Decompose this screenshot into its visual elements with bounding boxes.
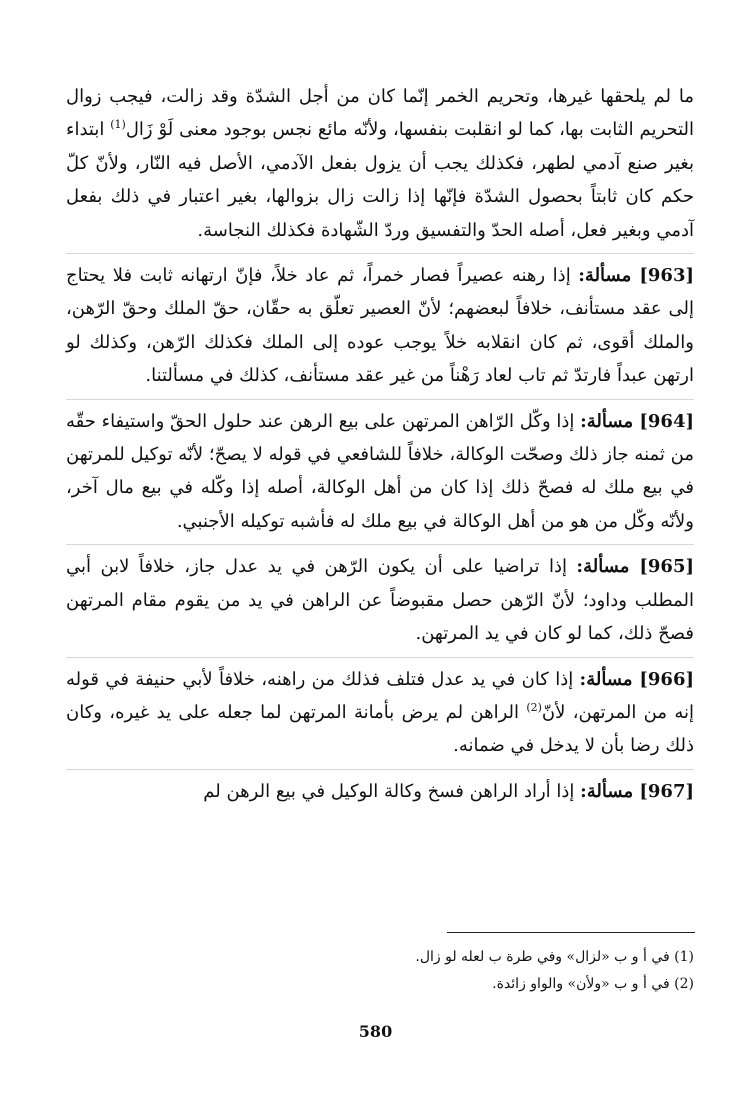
issue-963-text: إذا رهنه عصيراً فصار خمراً، ثم عاد خلاً، فإنّ ارتهانه ثابت فلا يحتاج إلى عقد مستأنف، خلافاً لبعضهم؛ لأنّ العصير تعلّق به حقّان، حقّ الملك وحقّ الرّهن، والملك أقوى، ثم كان انقلابه خلاً يوجب عوده إلى الملك فكذلك الرّهن، وكذلك لو ارتهن عبداً فارتدّ ثم تاب لعاد رَهْناً من غير عقد مستأنف، كذلك في مسألتنا. bbox=[66, 265, 694, 387]
intro-paragraph bbox=[66, 80, 694, 247]
issue-966-paragraph bbox=[66, 663, 694, 763]
issue-964-text: إذا وكّل الرّاهن المرتهن على بيع الرهن عند حلول الحقّ واستيفاء حقّه من ثمنه جاز ذلك وصحّت الوكالة، خلافاً للشافعي في قوله لا يصحّ؛ لأنّه توكيل للمرتهن في بيع ملك له فصحّ ذلك إذا كان من أهل الوكالة، أصله إذا وكّله في بيع مال آخر، ولأنّه وكّل من هو من أهل الوكالة في بيع ملك له فأشبه توكيله الأجنبي. bbox=[66, 410, 694, 532]
issue-967 bbox=[66, 775, 694, 808]
intro-text-part1: ما لم يلحقها غيرها، وتحريم الخمر إنّما كان من أجل الشدّة وقد زالت، فيجب زوال التحريم الثابت بها، كما لو انقلبت بنفسها، ولأنّه مائع نجس بوجود معنى لَوْ زَال bbox=[66, 86, 695, 141]
issue-967-paragraph bbox=[66, 775, 694, 808]
issue-964-paragraph bbox=[66, 405, 694, 539]
issue-964-heading: [964] مسألة: bbox=[580, 410, 694, 432]
issue-963-heading: [963] مسألة: bbox=[578, 265, 694, 287]
issue-967-text: إذا أراد الراهن فسخ وكالة الوكيل في بيع الرهن لم bbox=[203, 780, 581, 802]
issue-966 bbox=[66, 663, 694, 763]
issue-967-heading: [967] مسألة: bbox=[580, 780, 694, 802]
footnotes bbox=[66, 944, 694, 998]
footnote-ref-2: (2) bbox=[526, 700, 542, 714]
issue-966-text-before: إذا كان في يد عدل فتلف فذلك من راهنه، خلافاً لأبي حنيفة في قوله إنه من المرتهن، لأنّ bbox=[66, 668, 694, 723]
page-number: 580 bbox=[358, 1022, 393, 1041]
issue-966-text-after: الراهن لم يرض بأمانة المرتهن لما جعله على يد غيره، وكان ذلك رضا بأن لا يدخل في ضمانه. bbox=[66, 701, 694, 757]
intro-text-part2: ابتداء بغير صنع آدمي لطهر، فكذلك يجب أن يزول بفعل الآدمي، الأصل فيه النّار، ولأنّ كلّ حكم كان ثابتاً بحصول الشدّة فإنّها إذا زالت زال بزوالها، بغير اعتبار في ذلك بفعل آدمي وبغير فعل، أصله الحدّ والتفسيق وردّ الشّهادة فكذلك النجاسة. bbox=[66, 119, 694, 241]
issue-964 bbox=[66, 405, 694, 539]
main-text bbox=[66, 80, 694, 808]
issue-966-heading: [966] مسألة: bbox=[579, 668, 695, 690]
issue-963 bbox=[66, 259, 694, 393]
issue-965-heading: [965] مسألة: bbox=[576, 556, 695, 578]
issue-965 bbox=[66, 550, 694, 650]
issue-965-paragraph bbox=[66, 550, 694, 650]
footnote-2: (2) في أ و ب «ولأن» والواو زائدة. bbox=[492, 976, 694, 992]
footnote-divider bbox=[447, 932, 695, 933]
issue-963-paragraph bbox=[66, 259, 694, 393]
footnote-ref-1: (1) bbox=[110, 118, 126, 132]
footnote-1: (1) في أ و ب «لزال» وفي طرة ب لعله لو زال. bbox=[415, 949, 694, 965]
issue-965-text: إذا تراضيا على أن يكون الرّهن في يد عدل جاز، خلافاً لابن أبي المطلب وداود؛ لأنّ الرّهن حصل مقبوضاً عن الراهن في يد من يقوم مقام المرتهن فصحّ ذلك، كما لو كان في يد المرتهن. bbox=[66, 556, 694, 645]
